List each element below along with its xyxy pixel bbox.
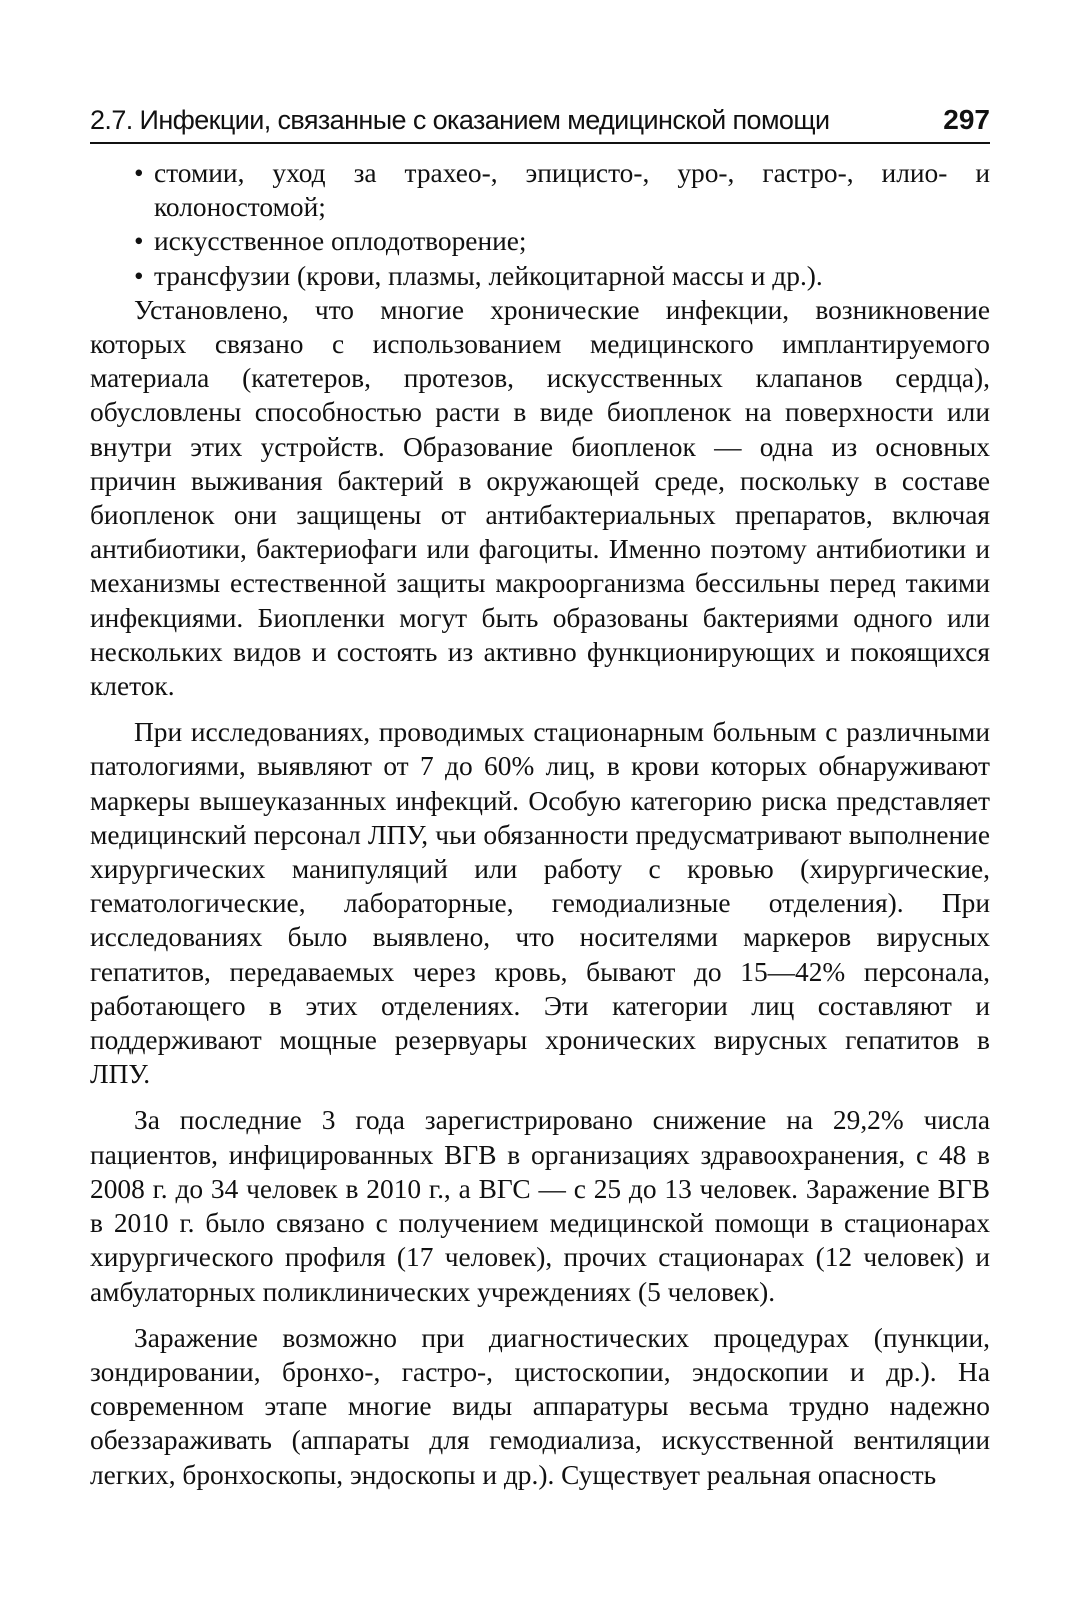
running-head xyxy=(90,96,990,144)
list-item-text: искусственное оплодотворение; xyxy=(154,226,527,257)
list-item xyxy=(90,156,990,224)
chapter-title: 2.7. Инфекции, связанные с оказанием медицинской помощи xyxy=(90,105,830,135)
bullet-marker: • xyxy=(134,260,144,291)
body-text xyxy=(90,156,990,1492)
list-item-text: стомии, уход за трахео-, эпицисто-, уро-, гастро-, илио- и колоностомой; xyxy=(154,158,990,223)
bullet-marker: • xyxy=(134,158,144,188)
paragraph-staff-risk: При исследованиях, проводимых стационарным больным с различными патологиями, выявляют от 7 до 60% лиц, в крови которых обнаруживают маркеры вышеуказанных инфекций. Особую категорию риска представляет медицинский персонал ЛПУ, чьи обязанности предусматривают выполнение хирургических манипуляций или работу с кровью (хирургические, гематологические, лабораторные, гемодиализные отделения). При исследованиях было выявлено, что носителями маркеров вирусных гепатитов, передаваемых через кровь, бывают до 15—42% персонала, работающего в этих отделениях. Эти категории лиц составляют и поддерживают мощные резервуары хронических вирусных гепатитов в ЛПУ. xyxy=(90,717,990,1090)
list-item xyxy=(90,259,990,293)
paragraph-procedures: Заражение возможно при диагностических процедурах (пункции, зондировании, бронхо-, гастро-, цистоскопии, эндоскопии и др.). На современном этапе многие виды аппаратуры весьма трудно надежно обеззараживать (аппараты для гемодиализа, искусственной вентиляции легких, бронхоскопы, эндоскопы и др.). Существует реальная опасность xyxy=(90,1322,990,1490)
bullet-marker: • xyxy=(134,226,144,257)
bullet-list xyxy=(90,156,990,293)
paragraph-biofilms: Установлено, что многие хронические инфекции, возникновение которых связано с использованием медицинского имплантируемого материала (катетеров, протезов, искусственных клапанов сердца), обусловлены способностью расти в виде биопленок на поверхности или внутри этих устройств. Образование биопленок — одна из основных причин выживания бактерий в окружающей среде, поскольку в составе биопленок они защищены от антибактериальных препаратов, включая антибиотики, бактериофаги или фагоциты. Именно поэтому антибиотики и механизмы естественной защиты макроорганизма бессильны перед такими инфекциями. Биопленки могут быть образованы бактериями одного или нескольких видов и состоять из активно функционирующих и покоящихся клеток. xyxy=(90,294,990,702)
page-number: 297 xyxy=(943,104,990,135)
book-page xyxy=(90,96,990,1492)
list-item-text: трансфузии (крови, плазмы, лейкоцитарной массы и др.). xyxy=(154,260,823,291)
list-item xyxy=(90,224,990,258)
paragraph-statistics: За последние 3 года зарегистрировано снижение на 29,2% числа пациентов, инфицированных ВГВ в организациях здравоохранения, с 48 в 2008 г. до 34 человек в 2010 г., а ВГС — с 25 до 13 человек. Заражение ВГВ в 2010 г. было связано с получением медицинской помощи в стационарах хирургического профиля (17 человек), прочих стационарах (12 человек) и амбулаторных поликлинических учреждениях (5 человек). xyxy=(90,1105,990,1307)
